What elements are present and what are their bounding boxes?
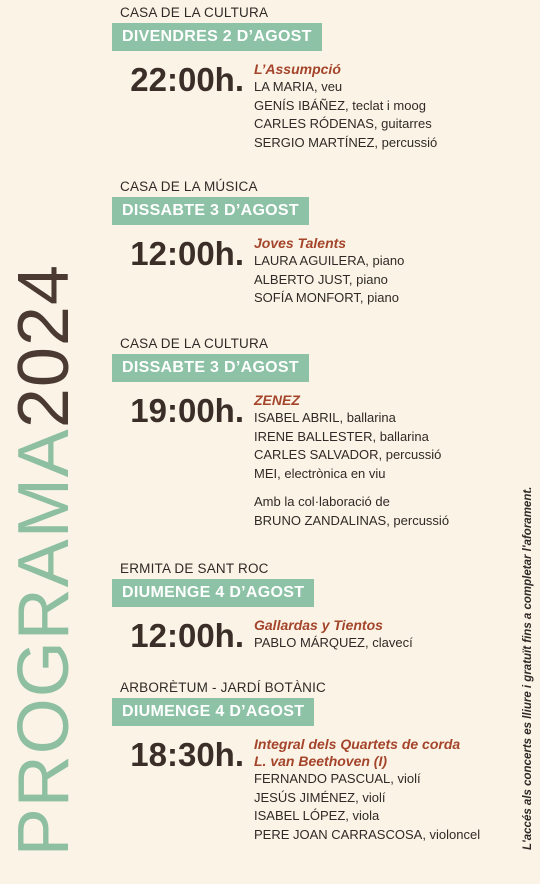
programa-year: 2024 <box>4 263 84 428</box>
event-1 <box>112 5 512 152</box>
event-time: 12:00h. <box>130 617 244 654</box>
performer-line: JESÚS JIMÉNEZ, violí <box>254 789 386 805</box>
performer-line: ALBERTO JUST, piano <box>254 271 388 287</box>
performer-line: FERNANDO PASCUAL, violí <box>254 771 421 786</box>
event-date-badge: DISSABTE 3 D’AGOST <box>112 197 309 225</box>
performer-line: IRENE BALLESTER, ballarina <box>254 428 429 444</box>
event-time: 22:00h. <box>130 61 244 98</box>
event-title: ZENEZ <box>254 392 300 408</box>
performer-line: SERGIO MARTÍNEZ, percussió <box>254 134 438 150</box>
event-venue: ERMITA DE SANT ROC <box>120 561 269 576</box>
performer-line: MEI, electrònica en viu <box>254 465 386 481</box>
performer-line: LAURA AGUILERA, piano <box>254 253 405 268</box>
event-time: 18:30h. <box>130 736 244 773</box>
event-3 <box>112 336 512 530</box>
access-note: L'accés als concerts es lliure i gratuït fins a completar l'aforament. <box>522 486 534 850</box>
programa-2024-title <box>4 263 84 856</box>
event-venue: CASA DE LA CULTURA <box>120 5 269 20</box>
performer-line: LA MARIA, veu <box>254 79 343 94</box>
performer-line: CARLES RÓDENAS, guitarres <box>254 116 432 131</box>
event-date-badge: DISSABTE 3 D’AGOST <box>112 354 309 382</box>
event-date-badge: DIUMENGE 4 D’AGOST <box>112 698 314 726</box>
performer-line: ISABEL ABRIL, ballarina <box>254 410 396 425</box>
event-5 <box>112 680 512 844</box>
event-title: Integral dels Quartets de corda <box>254 736 461 752</box>
event-title: L’Assumpció <box>254 61 341 77</box>
performer-line: PABLO MÁRQUEZ, clavecí <box>254 635 413 650</box>
event-2 <box>112 179 512 308</box>
event-subtitle: L. van Beethoven (I) <box>254 753 388 769</box>
event-4 <box>112 561 512 653</box>
performer-line: PERE JOAN CARRASCOSA, violoncel <box>254 826 481 842</box>
event-venue: CASA DE LA CULTURA <box>120 336 269 351</box>
event-time: 12:00h. <box>130 235 244 272</box>
event-date-badge: DIVENDRES 2 D’AGOST <box>112 23 322 51</box>
event-date-badge: DIUMENGE 4 D’AGOST <box>112 579 314 607</box>
event-venue: CASA DE LA MÚSICA <box>120 179 258 194</box>
collaboration-line: Amb la col·laboració de <box>254 494 390 509</box>
event-time: 19:00h. <box>130 392 244 429</box>
event-title: Gallardas y Tientos <box>254 617 383 633</box>
programa-word: PROGRAMA <box>4 427 84 856</box>
collaboration-line: BRUNO ZANDALINAS, percussió <box>254 512 450 528</box>
event-title: Joves Talents <box>254 235 347 251</box>
event-venue: ARBORÈTUM - JARDÍ BOTÀNIC <box>120 680 327 695</box>
performer-line: ISABEL LÓPEZ, viola <box>254 808 380 823</box>
performer-line: GENÍS IBÁÑEZ, teclat i moog <box>254 97 426 113</box>
performer-line: SOFÍA MONFORT, piano <box>254 290 399 305</box>
performer-line: CARLES SALVADOR, percussió <box>254 447 442 462</box>
